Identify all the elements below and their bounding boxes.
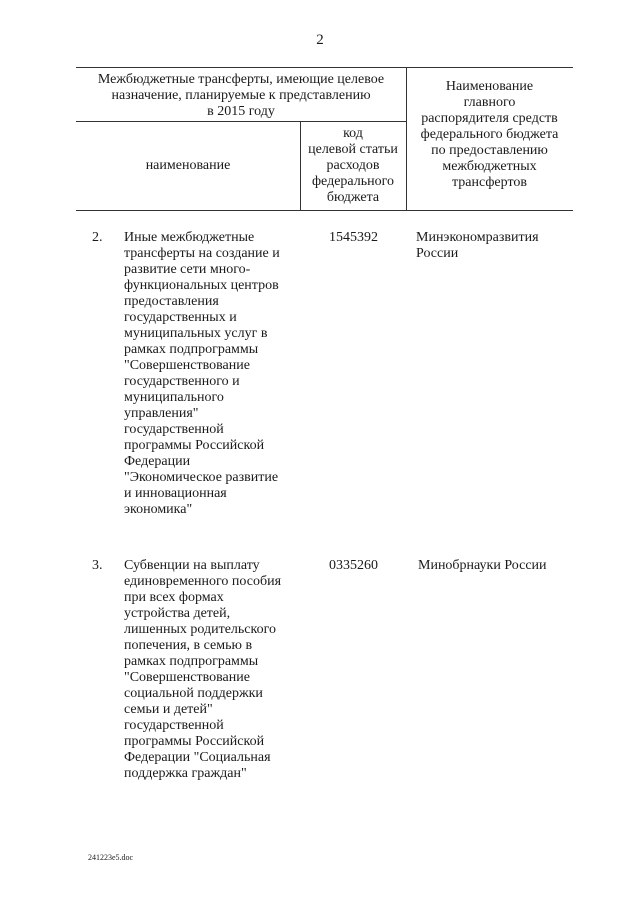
header-group-title: Межбюджетные трансферты, имеющие целевое назначение, планируемые к представлению в 2015 году xyxy=(97,72,385,119)
header-column-name: наименование xyxy=(145,158,231,173)
header-subdivider-rule xyxy=(76,121,406,122)
row-name: Иные межбюджетные трансферты на создание и развитие сети много- функциональных центров предоставления государственных и муниципальных услуг в рамках подпрограммы "Совершенствование государственного и муниципального управления" государственной программы Российской Федерации "Экономическое развитие и инновационная экономика" xyxy=(124,230,280,517)
row-name: Субвенции на выплату единовременного пособия при всех формах устройства детей, лишенных родительского попечения, в семью в рамках подпрограммы "Совершенствование социальной поддержки семьи и детей" государственной программы Российской Федерации "Социальная поддержка граждан" xyxy=(124,558,282,781)
row-code: 1545392 xyxy=(329,230,378,245)
header-column-administrator: Наименование главного распорядителя средств федерального бюджета по предоставлению межбюджетных трансфертов xyxy=(420,79,559,190)
row-administrator: Минобрнауки России xyxy=(418,558,547,573)
header-column-code: код целевой статьи расходов федерального бюджета xyxy=(308,126,398,205)
row-number: 2. xyxy=(92,230,103,245)
row-code: 0335260 xyxy=(329,558,378,573)
row-administrator: Минэкономразвития России xyxy=(416,230,539,261)
header-bottom-rule xyxy=(76,210,573,211)
page-number: 2 xyxy=(316,32,324,48)
row-number: 3. xyxy=(92,558,103,573)
table-top-rule xyxy=(76,67,573,68)
footer-file-name: 241223e5.doc xyxy=(88,853,134,862)
